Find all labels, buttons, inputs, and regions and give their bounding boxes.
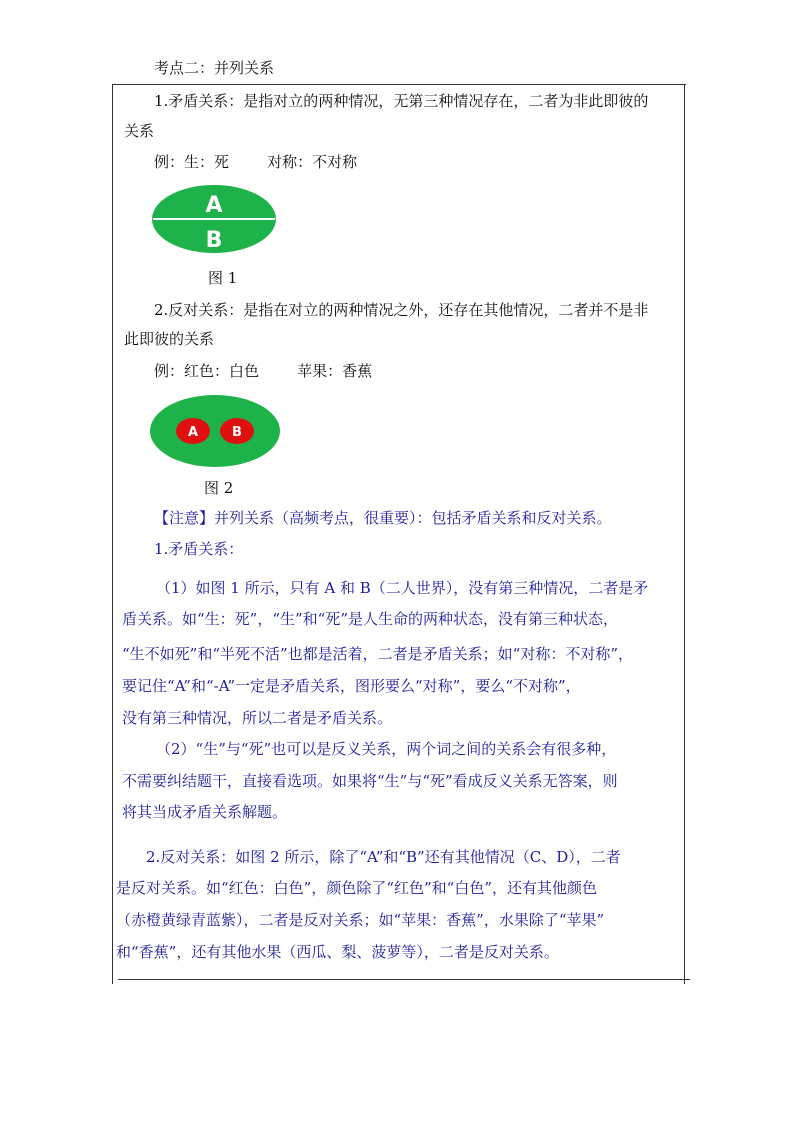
figure-1-label-a: A: [205, 193, 223, 218]
note-p3-line2: 是反对关系。如“红色：白色”，颜色除了“红色”和“白色”，还有其他颜色: [116, 879, 598, 897]
opposite-example: 例：红色：白色 苹果：香蕉: [154, 362, 373, 380]
note-contradiction-heading: 1.矛盾关系：: [154, 540, 244, 558]
note-p3-line3: （赤橙黄绿青蓝紫），二者是反对关系；如“苹果：香蕉”，水果除了“苹果”: [116, 911, 605, 929]
note-p2-line2: 不需要纠结题干，直接看选项。如果将“生”与“死”看成反义关系无答案，则: [122, 772, 618, 790]
section-title: 考点二：并列关系: [154, 59, 275, 77]
contradiction-definition-line1: 1.矛盾关系：是指对立的两种情况，无第三种情况存在，二者为非此即彼的: [154, 92, 649, 110]
figure-2-label-a: A: [187, 425, 199, 440]
note-p2-line3: 将其当成矛盾关系解题。: [122, 803, 288, 821]
note-p1-line1: （1）如图 1 所示，只有 A 和 B（二人世界），没有第三种情况，二者是矛: [156, 579, 649, 597]
figure-2-caption: 图 2: [204, 479, 234, 497]
figure-1-label-b: B: [205, 228, 223, 253]
note-p3-line4: 和“香蕉”，还有其他水果（西瓜、梨、菠萝等），二者是反对关系。: [116, 943, 559, 961]
figure-2-diagram: [148, 393, 282, 469]
figure-2-label-b: B: [232, 425, 242, 440]
note-title: 【注意】并列关系（高频考点，很重要）：包括矛盾关系和反对关系。: [154, 509, 612, 527]
note-p1-line2: 盾关系。如“生：死”，“生”和“死”是人生命的两种状态，没有第三种状态，: [122, 610, 619, 628]
contradiction-example: 例：生：死 对称：不对称: [154, 153, 358, 171]
note-p1-line4: 要记住“A”和“-A”一定是矛盾关系，图形要么“对称”，要么“不对称”，: [122, 677, 581, 695]
note-p3-line1: 2.反对关系：如图 2 所示，除了“A”和“B”还有其他情况（C、D），二者: [146, 848, 621, 866]
note-p1-line3: “生不如死”和“半死不活”也都是活着，二者是矛盾关系；如“对称：不对称”，: [122, 645, 634, 663]
figure-1-diagram: [150, 183, 278, 255]
note-p2-line1: （2）“生”与“死”也可以是反义关系，两个词之间的关系会有很多种，: [156, 740, 617, 758]
table-right-border: [684, 84, 685, 984]
note-p1-line5: 没有第三种情况，所以二者是矛盾关系。: [122, 709, 393, 727]
table-top-border: [112, 84, 686, 85]
figure-1-caption: 图 1: [208, 269, 238, 287]
table-bottom-border: [118, 979, 690, 980]
opposite-definition-line2: 此即彼的关系: [124, 330, 215, 348]
opposite-definition-line1: 2.反对关系：是指在对立的两种情况之外，还存在其他情况，二者并不是非: [154, 301, 649, 319]
figure-2-ellipse: [150, 395, 280, 467]
contradiction-definition-line2: 关系: [124, 122, 155, 140]
table-left-border: [112, 84, 113, 984]
